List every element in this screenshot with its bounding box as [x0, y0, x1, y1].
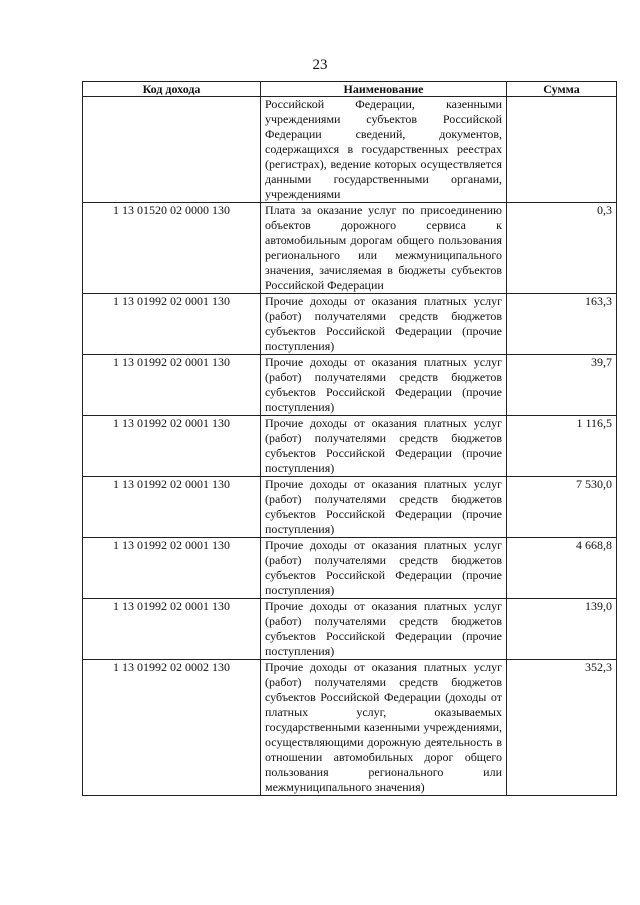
income-name: Российской Федерации, казенными учреждениями субъектов Российской Федерации сведений, документов, содержащихся в государственных реестрах (регистрах), ведение которых осуществляется данными государственными органами, учреждениями: [261, 97, 507, 203]
income-name: Прочие доходы от оказания платных услуг (работ) получателями средств бюджетов субъектов Российской Федерации (прочие поступления): [261, 538, 507, 599]
revenue-table: [82, 81, 617, 796]
income-code: 1 13 01992 02 0002 130: [83, 660, 261, 796]
table-header-row: [83, 82, 617, 97]
income-code: 1 13 01992 02 0001 130: [83, 538, 261, 599]
income-name: Плата за оказание услуг по присоединению объектов дорожного сервиса к автомобильным дорогам общего пользования регионального или межмуниципального значения, зачисляемая в бюджеты субъектов Российской Федерации: [261, 203, 507, 294]
income-sum: 0,3: [507, 203, 617, 294]
income-code: 1 13 01992 02 0001 130: [83, 294, 261, 355]
table-row: [83, 660, 617, 796]
income-code: 1 13 01992 02 0001 130: [83, 355, 261, 416]
table-row: [83, 97, 617, 203]
table-row: [83, 538, 617, 599]
table-row: [83, 477, 617, 538]
header-name: Наименование: [261, 82, 507, 97]
page-number: 23: [312, 57, 328, 73]
table-row: [83, 355, 617, 416]
income-sum: 352,3: [507, 660, 617, 796]
table-row: [83, 203, 617, 294]
income-code: 1 13 01992 02 0001 130: [83, 477, 261, 538]
table-row: [83, 416, 617, 477]
income-name: Прочие доходы от оказания платных услуг (работ) получателями средств бюджетов субъектов Российской Федерации (прочие поступления): [261, 599, 507, 660]
income-sum: 139,0: [507, 599, 617, 660]
income-sum: 1 116,5: [507, 416, 617, 477]
income-sum: 4 668,8: [507, 538, 617, 599]
header-sum: Сумма: [507, 82, 617, 97]
income-sum: [507, 97, 617, 203]
income-code: 1 13 01992 02 0001 130: [83, 416, 261, 477]
income-code: 1 13 01520 02 0000 130: [83, 203, 261, 294]
income-name: Прочие доходы от оказания платных услуг (работ) получателями средств бюджетов субъектов Российской Федерации (прочие поступления): [261, 416, 507, 477]
income-code: [83, 97, 261, 203]
income-code: 1 13 01992 02 0001 130: [83, 599, 261, 660]
income-name: Прочие доходы от оказания платных услуг (работ) получателями средств бюджетов субъектов Российской Федерации (прочие поступления): [261, 477, 507, 538]
income-name: Прочие доходы от оказания платных услуг (работ) получателями средств бюджетов субъектов Российской Федерации (прочие поступления): [261, 294, 507, 355]
header-code: Код дохода: [83, 82, 261, 97]
income-sum: 7 530,0: [507, 477, 617, 538]
income-sum: 163,3: [507, 294, 617, 355]
table-row: [83, 294, 617, 355]
income-sum: 39,7: [507, 355, 617, 416]
income-name: Прочие доходы от оказания платных услуг (работ) получателями средств бюджетов субъектов Российской Федерации (доходы от платных услуг, оказываемых государственными казенными учреждениями, осуществляющими дорожную деятельность в отношении автомобильных дорог общего пользования регионального или межмуниципального значения): [261, 660, 507, 796]
table-row: [83, 599, 617, 660]
income-name: Прочие доходы от оказания платных услуг (работ) получателями средств бюджетов субъектов Российской Федерации (прочие поступления): [261, 355, 507, 416]
